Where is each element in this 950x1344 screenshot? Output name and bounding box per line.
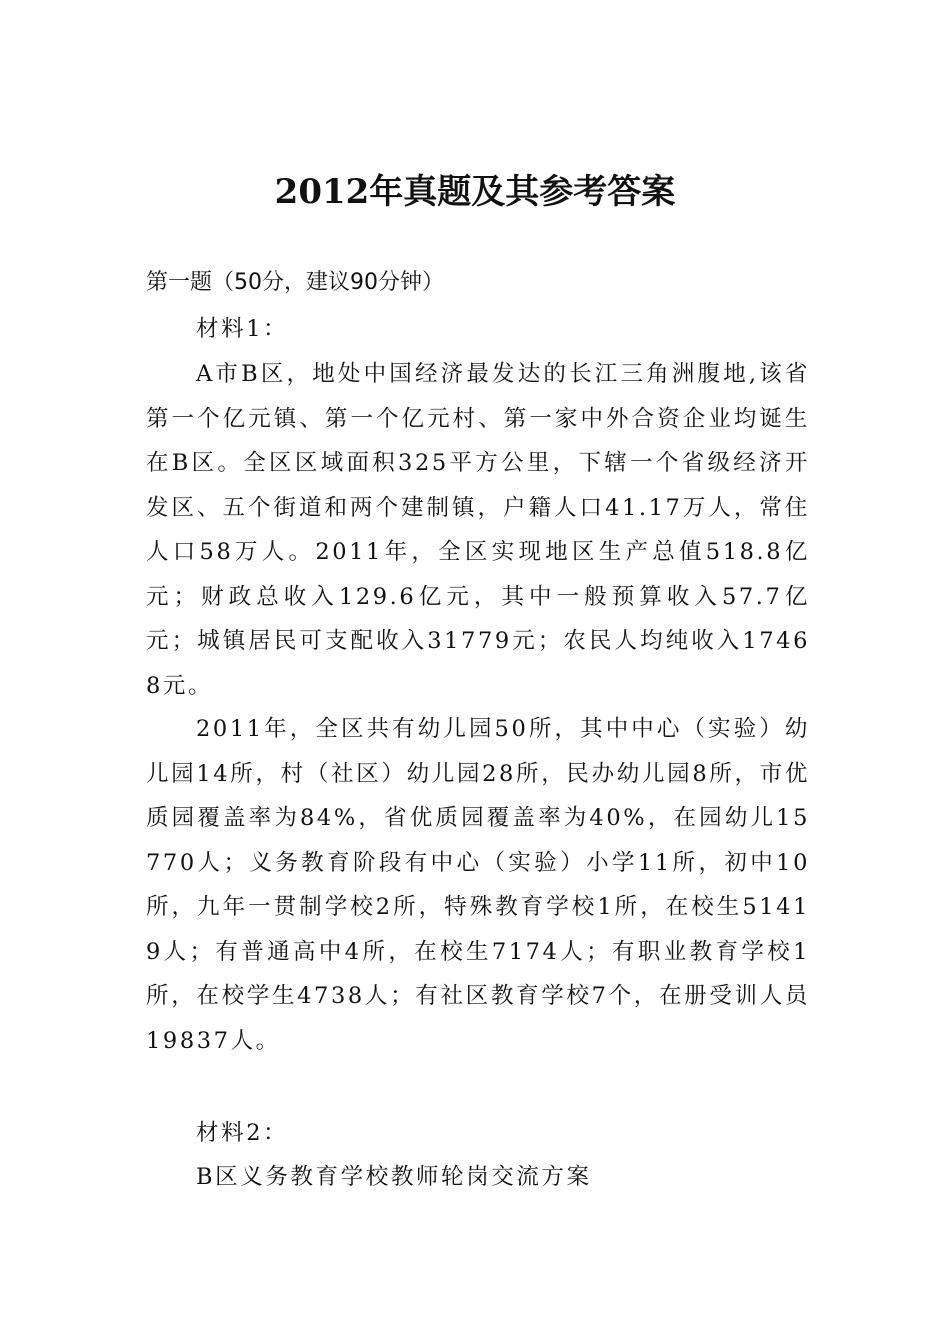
material1-label: 材料1： (196, 316, 289, 342)
question-heading: 第一题（50分，建议90分钟） (146, 270, 444, 295)
material2-label: 材料2： (196, 1120, 289, 1146)
material1-paragraph-1 (146, 352, 810, 708)
document-title: 2012年真题及其参考答案 (274, 172, 676, 212)
material1-paragraph-2-text: 2011年，全区共有幼儿园50所，其中中心（实验）幼儿园14所，村（社区）幼儿园28所，民办幼儿园8所，市优质园覆盖率为84%，省优质园覆盖率为40%，在园幼儿15770人；义务教育阶段有中心（实验）小学11所，初中10所，九年一贯制学校2所，特殊教育学校1所，在校生51419人；有普通高中4所，在校生7174人；有职业教育学校1所，在校学生4738人；有社区教育学校7个，在册受训人员19837人。 (146, 716, 810, 1054)
material1-paragraph-1-text: A市B区，地处中国经济最发达的长江三角洲腹地,该省第一个亿元镇、第一个亿元村、第一家中外合资企业均诞生在B区。全区区域面积325平方公里，下辖一个省级经济开发区、五个街道和两个建制镇，户籍人口41.17万人，常住人口58万人。2011年，全区实现地区生产总值518.8亿元；财政总收入129.6亿元，其中一般预算收入57.7亿元；城镇居民可支配收入31779元；农民人均纯收入17468元。 (146, 361, 810, 699)
material2-title: B区义务教育学校教师轮岗交流方案 (196, 1164, 592, 1190)
material1-paragraph-2 (146, 707, 810, 1063)
